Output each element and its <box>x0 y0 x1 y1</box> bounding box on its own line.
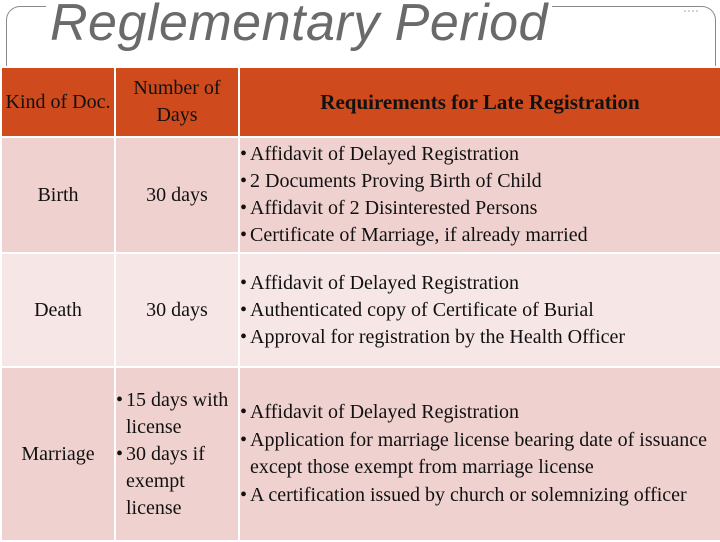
table-row-birth <box>1 137 720 253</box>
list-item: • Affidavit of 2 Disinterested Persons <box>240 195 720 222</box>
death-requirements <box>239 253 720 367</box>
list-item: • Affidavit of Delayed Registration <box>240 270 720 297</box>
corner-decoration <box>682 4 702 18</box>
list-item: • 2 Documents Proving Birth of Child <box>240 168 720 195</box>
registration-table <box>0 66 720 542</box>
death-days: 30 days <box>115 253 239 367</box>
table-row-death <box>1 253 720 367</box>
list-item: • Approval for registration by the Health Officer <box>240 324 720 351</box>
list-item: • Authenticated copy of Certificate of Burial <box>240 297 720 324</box>
marriage-kind: Marriage <box>1 367 115 541</box>
birth-kind: Birth <box>1 137 115 253</box>
slide-title: Reglementary Period <box>46 0 552 54</box>
header-days: Number of Days <box>115 67 239 137</box>
list-item: • 30 days if exempt license <box>116 441 238 522</box>
table-row-marriage <box>1 367 720 541</box>
list-item: • Affidavit of Delayed Registration <box>240 141 720 168</box>
table-header-row <box>1 67 720 137</box>
header-requirements: Requirements for Late Registration <box>239 67 720 137</box>
list-item: • 15 days with license <box>116 387 238 441</box>
birth-requirements <box>239 137 720 253</box>
header-kind: Kind of Doc. <box>1 67 115 137</box>
list-item: • A certification issued by church or solemnizing officer <box>240 482 720 510</box>
list-item: • Certificate of Marriage, if already married <box>240 222 720 249</box>
birth-days: 30 days <box>115 137 239 253</box>
death-kind: Death <box>1 253 115 367</box>
list-item: • Application for marriage license bearing date of issuance except those exempt from marriage license <box>240 427 720 482</box>
marriage-days <box>115 367 239 541</box>
marriage-requirements <box>239 367 720 541</box>
list-item: • Affidavit of Delayed Registration <box>240 399 720 427</box>
